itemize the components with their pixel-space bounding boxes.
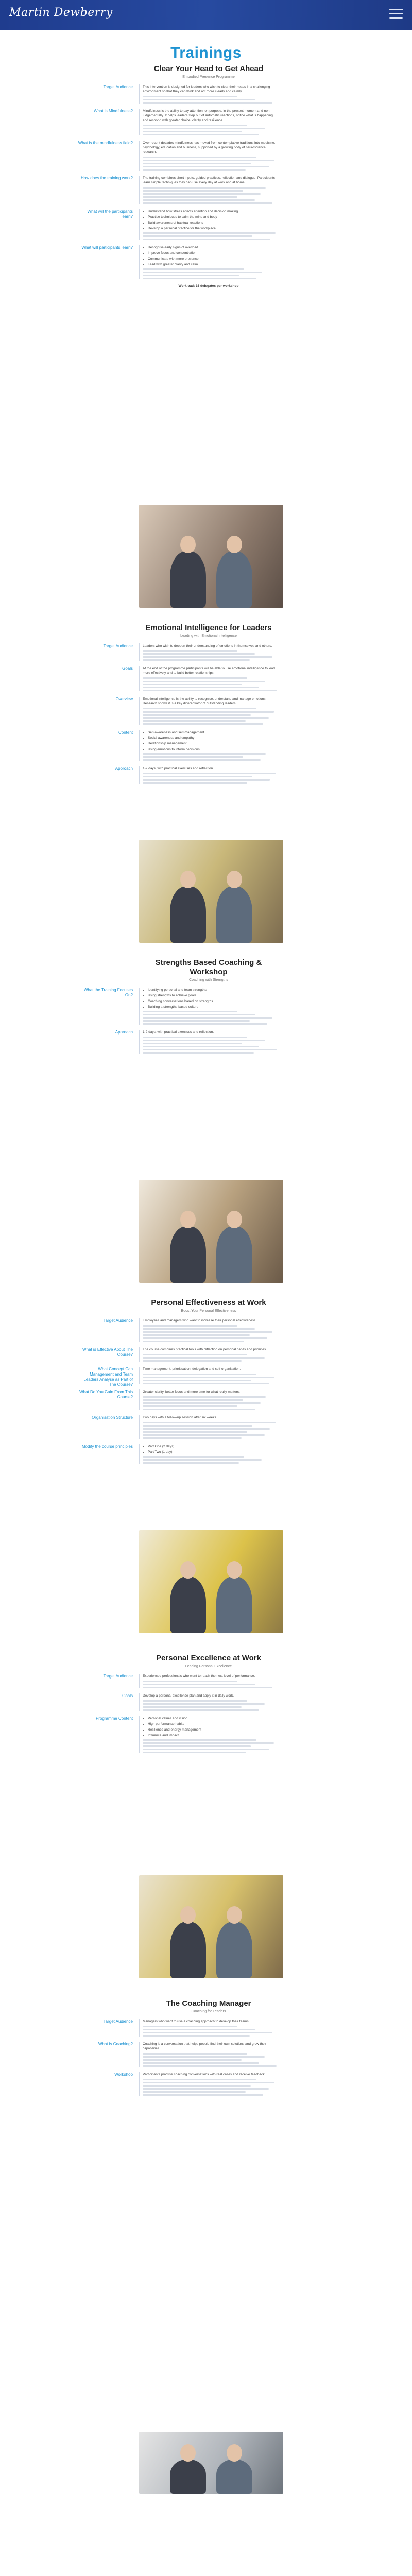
row-text: Experienced professionals who want to reach the next level of performance. <box>143 1674 255 1678</box>
list-item: • Part Two (1 day) <box>148 1450 278 1454</box>
text-filler <box>143 708 278 725</box>
row-label: Organisation Structure <box>91 1415 133 1420</box>
person-head <box>227 871 242 888</box>
text-filler <box>143 232 278 240</box>
text-filler <box>143 1037 278 1054</box>
row-label: Target Audience <box>103 1674 133 1679</box>
info-row <box>122 1693 278 1711</box>
row-text: Coaching is a conversation that helps people find their own solutions and grow their capabilities. <box>143 2042 267 2050</box>
row-label: Goals <box>122 666 133 671</box>
text-filler <box>143 125 278 135</box>
row-body <box>139 730 278 761</box>
row-label: What is Effective About The Course? <box>82 1347 133 1357</box>
row-list <box>143 730 278 752</box>
row-label: Modify the course principles <box>81 1444 133 1449</box>
text-filler <box>143 1396 278 1410</box>
person-figure <box>216 1922 252 1978</box>
person-head <box>227 1211 242 1228</box>
person-figure <box>216 2460 252 2494</box>
list-item: • Influence and impact <box>148 1733 278 1738</box>
section-subtitle: Coaching with Strengths <box>189 978 228 982</box>
text-filler <box>143 2053 278 2067</box>
row-text: 1-2 days, with practical exercises and reflection. <box>143 767 214 770</box>
info-row <box>118 730 278 761</box>
row-body <box>139 666 278 691</box>
row-text: Emotional intelligence is the ability to recognise, understand and manage emotions. Research shows it is a key differentiator of outstanding leaders. <box>143 697 267 705</box>
section-title: Clear Your Head to Get Ahead <box>153 64 264 73</box>
training-photo <box>139 1530 283 1633</box>
row-body <box>139 1389 278 1410</box>
info-row <box>103 1674 278 1688</box>
row-body <box>139 1318 278 1342</box>
row-label: Workshop <box>114 2072 133 2077</box>
text-filler <box>143 187 278 204</box>
info-row <box>82 1347 278 1362</box>
text-filler <box>143 1456 278 1464</box>
info-row <box>103 643 278 661</box>
row-text: 1-2 days, with practical exercises and reflection. <box>143 1030 214 1034</box>
site-logo[interactable]: Martin Dewberry <box>9 6 113 19</box>
list-item: • High performance habits <box>148 1722 278 1726</box>
person-figure <box>170 2460 206 2494</box>
section-title: The Coaching Manager <box>166 1999 251 2008</box>
training-photo <box>139 505 283 608</box>
training-section <box>83 958 278 1055</box>
person-head <box>180 1561 196 1579</box>
row-text: Managers who want to use a coaching approach to develop their teams. <box>143 2020 250 2023</box>
list-item: • Improve focus and concentration <box>148 251 278 256</box>
section-title: Personal Excellence at Work <box>156 1654 261 1663</box>
info-row <box>79 1389 278 1410</box>
section-subtitle: Leading Personal Excellence <box>185 1665 232 1668</box>
info-row <box>95 1716 278 1753</box>
list-item: • Using emotions to inform decisions <box>148 747 278 752</box>
row-body <box>139 1415 278 1439</box>
row-list <box>143 1716 278 1738</box>
row-body <box>139 245 278 279</box>
row-text: Develop a personal excellence plan and apply it in daily work. <box>143 1694 234 1698</box>
training-photo <box>139 2432 283 2494</box>
row-body <box>139 2072 278 2096</box>
info-row <box>93 109 278 135</box>
info-row <box>81 176 278 204</box>
row-body <box>139 1444 278 1464</box>
person-figure <box>170 1922 206 1978</box>
row-text: Participants practise coaching conversations with real cases and receive feedback. <box>143 2073 266 2076</box>
row-label: What Do You Gain From This Course? <box>79 1389 133 1399</box>
text-filler <box>143 1739 278 1753</box>
row-label: What will the participants learn? <box>87 209 133 219</box>
training-section <box>79 1298 278 1465</box>
person-figure <box>216 1226 252 1283</box>
row-text: The training combines short inputs, guided practices, reflection and dialogue. Participants learn simple techniques they can use every day at work and at home. <box>143 176 275 184</box>
info-row <box>98 2042 278 2067</box>
training-section <box>98 1999 278 2097</box>
row-label: Target Audience <box>103 643 133 648</box>
row-body <box>139 1347 278 1362</box>
row-label: Target Audience <box>103 1318 133 1323</box>
list-item: • Build awareness of habitual reactions <box>148 221 278 225</box>
row-body <box>139 2019 278 2037</box>
text-filler <box>143 1681 278 1688</box>
person-figure <box>170 886 206 943</box>
text-filler <box>143 1011 278 1025</box>
page-title: Trainings <box>170 44 242 61</box>
row-label: Goals <box>122 1693 133 1698</box>
info-row <box>83 988 278 1025</box>
row-label: What is Coaching? <box>98 2042 133 2046</box>
list-item: • Resilience and energy management <box>148 1727 278 1732</box>
hamburger-icon[interactable] <box>389 9 403 19</box>
training-photo <box>139 840 283 943</box>
list-item: • Identifying personal and team strengths <box>148 988 278 992</box>
text-filler <box>143 2026 278 2037</box>
text-filler <box>143 96 278 104</box>
info-row <box>103 2019 278 2037</box>
info-row <box>87 209 278 240</box>
person-figure <box>170 1226 206 1283</box>
list-item: • Part One (2 days) <box>148 1444 278 1449</box>
list-item: • Communicate with more presence <box>148 257 278 261</box>
text-filler <box>143 650 278 661</box>
row-text: The course combines practical tools with reflection on personal habits and priorities. <box>143 1348 267 1351</box>
section-title: Personal Effectiveness at Work <box>151 1298 266 1307</box>
person-head <box>180 2444 196 2462</box>
row-list <box>143 988 278 1009</box>
person-figure <box>170 551 206 608</box>
text-filler <box>143 1700 278 1711</box>
info-row <box>115 766 278 784</box>
row-body <box>139 1030 278 1054</box>
row-body <box>139 1716 278 1753</box>
info-row <box>114 2072 278 2096</box>
list-item: • Practise techniques to calm the mind and body <box>148 215 278 219</box>
row-text: Leaders who wish to deepen their understanding of emotions in themselves and others. <box>143 644 272 648</box>
person-figure <box>170 1577 206 1633</box>
row-body <box>139 697 278 725</box>
text-filler <box>143 773 278 784</box>
text-filler <box>143 1374 278 1384</box>
row-body <box>139 109 278 135</box>
row-list <box>143 1444 278 1454</box>
row-body <box>139 643 278 661</box>
row-label: Overview <box>115 697 133 701</box>
row-label: What is the mindfulness field? <box>78 141 133 145</box>
info-row <box>91 1415 278 1439</box>
row-list <box>143 209 278 231</box>
row-text: Employees and managers who want to increase their personal effectiveness. <box>143 1319 257 1323</box>
training-photo <box>139 1180 283 1283</box>
info-row <box>122 666 278 691</box>
row-label: Content <box>118 730 133 735</box>
info-row <box>81 1444 278 1464</box>
row-body <box>139 766 278 784</box>
list-item: • Relationship management <box>148 741 278 746</box>
row-body <box>139 209 278 240</box>
list-item: • Develop a personal practice for the workplace <box>148 226 278 231</box>
person-head <box>227 536 242 553</box>
info-row <box>78 141 278 171</box>
person-head <box>180 871 196 888</box>
text-filler <box>143 677 278 691</box>
text-filler <box>143 268 278 279</box>
info-row <box>83 1367 278 1387</box>
row-body <box>139 84 278 104</box>
list-item: • Building a strengths-based culture <box>148 1005 278 1009</box>
list-item: • Coaching conversations based on strengths <box>148 999 278 1004</box>
row-list <box>143 245 278 267</box>
row-body <box>139 2042 278 2067</box>
list-item: • Understand how stress affects attention and decision making <box>148 209 278 214</box>
person-head <box>180 536 196 553</box>
training-photo <box>139 1875 283 1978</box>
row-label: What the Training Focuses On? <box>83 988 133 997</box>
training-section <box>78 64 278 289</box>
person-head <box>227 2444 242 2462</box>
section-subtitle: Leading with Emotional Intelligence <box>180 634 237 638</box>
person-figure <box>216 886 252 943</box>
info-row <box>81 245 278 279</box>
row-text: Greater clarity, better focus and more time for what really matters. <box>143 1390 240 1394</box>
person-head <box>180 1211 196 1228</box>
list-item: • Social awareness and empathy <box>148 736 278 740</box>
row-text: Two days with a follow-up session after six weeks. <box>143 1416 217 1419</box>
list-item: • Using strengths to achieve goals <box>148 993 278 998</box>
row-body <box>139 1693 278 1711</box>
list-item: • Personal values and vision <box>148 1716 278 1721</box>
training-section <box>103 623 278 785</box>
row-text: Over recent decades mindfulness has moved from contemplative traditions into medicine, psychology, education and business, supported by a growing body of neuroscience research. <box>143 141 276 154</box>
info-row <box>103 84 278 104</box>
training-section <box>95 1654 278 1755</box>
row-label: What will participants learn? <box>81 245 133 250</box>
text-filler <box>143 1325 278 1342</box>
text-filler <box>143 1354 278 1362</box>
section-subtitle: Embodied Presence Programme <box>182 75 235 79</box>
person-figure <box>216 1577 252 1633</box>
row-label: Programme Content <box>95 1716 133 1721</box>
site-header <box>0 0 412 30</box>
person-head <box>227 1906 242 1924</box>
row-label: What Concept Can Management and Team Leaders Analyse as Part of The Course? <box>83 1367 133 1387</box>
row-body <box>139 176 278 204</box>
row-label: Approach <box>115 766 133 771</box>
person-head <box>180 1906 196 1924</box>
section-subtitle: Coaching for Leaders <box>191 2010 226 2013</box>
row-body <box>139 1674 278 1688</box>
text-filler <box>143 2079 278 2096</box>
section-footnote: Workload: 16 delegates per workshop <box>178 284 239 288</box>
list-item: • Lead with greater clarity and calm <box>148 262 278 267</box>
row-body <box>139 1367 278 1384</box>
row-label: Approach <box>115 1030 133 1035</box>
row-body <box>139 141 278 171</box>
row-label: Target Audience <box>103 2019 133 2024</box>
list-item: • Recognise early signs of overload <box>148 245 278 250</box>
info-row <box>115 1030 278 1054</box>
section-title: Emotional Intelligence for Leaders <box>145 623 272 632</box>
list-item: • Self-awareness and self-management <box>148 730 278 735</box>
row-text: Mindfulness is the ability to pay attention, on purpose, in the present moment and non-judgementally. It helps leaders step out of automatic reactions, notice what is happening and respond with greater choice, clarity and resilience. <box>143 109 273 122</box>
text-filler <box>143 1422 278 1439</box>
info-row <box>115 697 278 725</box>
text-filler <box>143 157 278 171</box>
section-title: Strengths Based Coaching & Workshop <box>155 958 262 976</box>
row-body <box>139 988 278 1025</box>
info-row <box>103 1318 278 1342</box>
row-text: This intervention is designed for leaders who wish to clear their heads in a challenging environment so that they can think and act more clearly and calmly. <box>143 85 270 93</box>
row-text: At the end of the programme participants will be able to use emotional intelligence to lead more effectively and to build better relationships. <box>143 667 275 675</box>
row-text: Time management, prioritisation, delegation and self-organisation. <box>143 1367 241 1371</box>
row-label: What is Mindfulness? <box>93 109 133 113</box>
person-head <box>227 1561 242 1579</box>
person-figure <box>216 551 252 608</box>
text-filler <box>143 753 278 761</box>
section-subtitle: Boost Your Personal Effectiveness <box>181 1309 236 1313</box>
row-label: Target Audience <box>103 84 133 89</box>
row-label: How does the training work? <box>81 176 133 180</box>
